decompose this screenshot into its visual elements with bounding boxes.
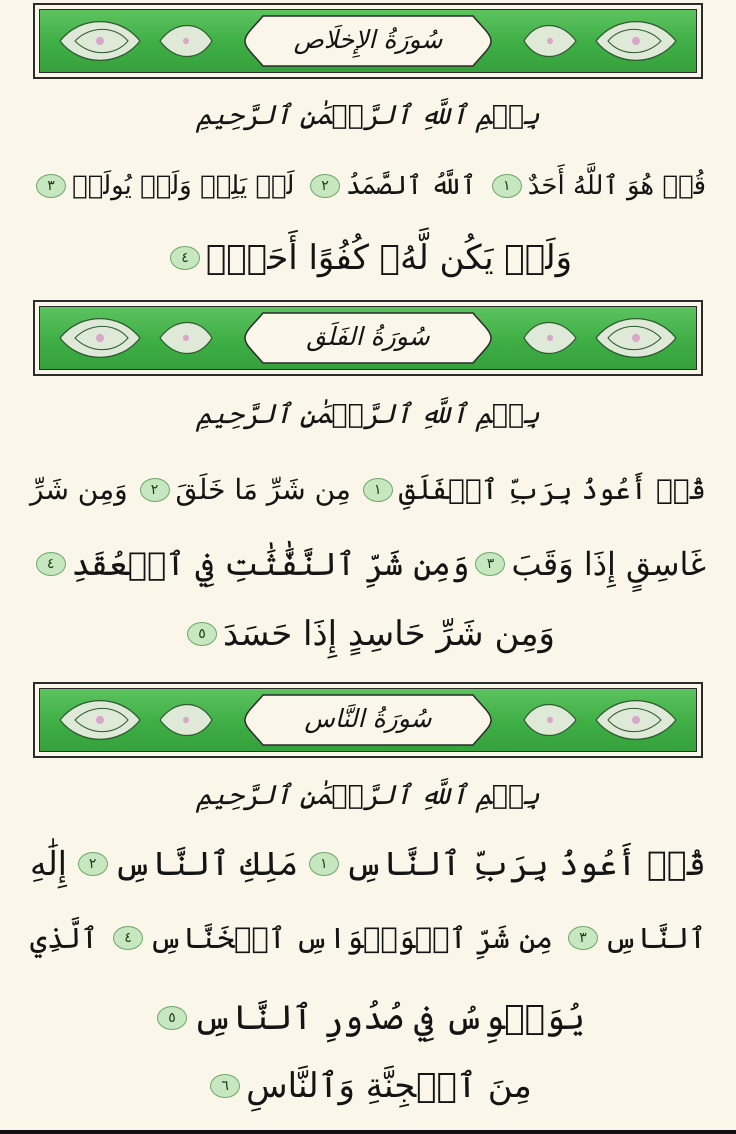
- ayah-number-marker: ٢: [78, 852, 108, 876]
- basmala: بِسۡمِ ٱللَّهِ ٱلرَّحۡمَٰنِ ٱلرَّحِيمِ: [196, 780, 540, 811]
- verse-line: [30, 158, 706, 214]
- right-ornament-icon: [516, 689, 696, 751]
- verse-segment: [562, 910, 706, 966]
- verse-segment: [181, 606, 555, 662]
- ayah-number-marker: ١: [363, 478, 393, 502]
- verse-text: قُلۡ أَعُوذُ بِرَبِّ ٱلۡفَلَقِ: [398, 473, 706, 506]
- ayah-number-marker: ٢: [310, 174, 340, 198]
- ayah-number-marker: ١: [309, 852, 339, 876]
- verse-segment: [30, 158, 294, 214]
- right-ornament-icon: [516, 307, 696, 369]
- verse-segment: [72, 836, 299, 892]
- verse-text: مِن شَرِّ ٱلۡوَسۡوَاسِ ٱلۡخَنَّاسِ: [149, 921, 553, 955]
- right-ornament-icon: [516, 10, 696, 72]
- surah-header-ikhlas: [33, 3, 703, 79]
- verse-text: وَمِن شَرِّ حَاسِدٍ إِذَا حَسَدَ: [223, 614, 555, 654]
- ayah-number-marker: ٤: [36, 552, 66, 576]
- ayah-number-marker: ٣: [475, 552, 505, 576]
- verse-text: وَمِن شَرِّ: [30, 473, 128, 506]
- surah-header-ornament: [39, 306, 697, 370]
- verse-text: ٱللَّهُ ٱلصَّمَدُ: [346, 171, 477, 201]
- verse-segment: [151, 990, 585, 1046]
- bottom-edge: [0, 1130, 736, 1134]
- surah-title-cartouche: [243, 311, 493, 365]
- left-ornament-icon: [40, 307, 220, 369]
- verse-line: [30, 836, 706, 892]
- verse-segment: [204, 1058, 532, 1114]
- basmala: بِسۡمِ ٱللَّهِ ٱلرَّحۡمَٰنِ ٱلرَّحِيمِ: [196, 399, 540, 430]
- verse-text: قُلۡ هُوَ ٱللَّهُ أَحَدٌ: [527, 171, 706, 201]
- verse-text: غَاسِقٍ إِذَا وَقَبَ: [511, 545, 706, 583]
- verse-text: لَمۡ يَلِدۡ وَلَمۡ يُولَدۡ: [72, 171, 295, 201]
- ayah-number-marker: ٥: [157, 1006, 187, 1030]
- ayah-number-marker: ٤: [113, 926, 143, 950]
- verse-segment: [30, 462, 128, 518]
- surah-header-nas: [33, 682, 703, 758]
- ayah-number-marker: ٢: [140, 478, 170, 502]
- verse-text: إِلَٰهِ: [30, 844, 67, 883]
- verse-text: مِنَ ٱلۡجِنَّةِ وَٱلنَّاسِ: [246, 1066, 532, 1106]
- verse-text: ٱلَّذِي: [30, 921, 98, 955]
- ayah-number-marker: ٥: [187, 622, 217, 646]
- verse-text: مِن شَرِّ مَا خَلَقَ: [175, 473, 351, 506]
- verse-segment: [164, 230, 572, 286]
- ayah-number-marker: ٣: [568, 926, 598, 950]
- verse-segment: [107, 910, 553, 966]
- verse-text: وَمِن شَرِّ ٱلنَّفَّٰثَٰتِ فِي ٱلۡعُقَدِ: [71, 545, 470, 583]
- verse-text: مَلِكِ ٱلنَّاسِ: [113, 844, 299, 883]
- verse-line: [30, 1058, 706, 1114]
- basmala: بِسۡمِ ٱللَّهِ ٱلرَّحۡمَٰنِ ٱلرَّحِيمِ: [196, 100, 540, 131]
- verse-line: [30, 910, 706, 966]
- left-ornament-icon: [40, 689, 220, 751]
- surah-title: سُورَةُ النَّاس: [304, 704, 432, 733]
- ayah-number-marker: ٦: [210, 1074, 240, 1098]
- verse-line: [30, 536, 706, 592]
- surah-title: سُورَةُ الإِخلَاص: [293, 25, 443, 54]
- surah-title: سُورَةُ الفَلَق: [306, 322, 430, 351]
- verse-text: قُلۡ أَعُوذُ بِرَبِّ ٱلنَّاسِ: [344, 844, 706, 883]
- left-ornament-icon: [40, 10, 220, 72]
- verse-segment: [357, 462, 706, 518]
- surah-title-cartouche: [243, 14, 493, 68]
- surah-title-cartouche: [243, 693, 493, 747]
- verse-segment: [304, 158, 476, 214]
- verse-segment: [30, 910, 98, 966]
- verse-line: [30, 230, 706, 286]
- verse-segment: [486, 158, 706, 214]
- ayah-number-marker: ٤: [170, 246, 200, 270]
- verse-line: [30, 990, 706, 1046]
- ayah-number-marker: ٣: [36, 174, 66, 198]
- surah-header-ornament: [39, 9, 697, 73]
- verse-segment: [134, 462, 351, 518]
- verse-segment: [303, 836, 706, 892]
- surah-header-ornament: [39, 688, 697, 752]
- verse-segment: [30, 836, 67, 892]
- verse-segment: [469, 536, 706, 592]
- verse-text: ٱلنَّاسِ: [604, 921, 706, 955]
- ayah-number-marker: ١: [492, 174, 522, 198]
- verse-text: وَلَمۡ يَكُن لَّهُۥ كُفُوًا أَحَدُۢ: [206, 238, 572, 278]
- verse-text: يُوَسۡوِسُ فِي صُدُورِ ٱلنَّاسِ: [193, 998, 585, 1038]
- verse-line: [30, 462, 706, 518]
- surah-header-falaq: [33, 300, 703, 376]
- verse-segment: [30, 536, 470, 592]
- verse-line: [30, 606, 706, 662]
